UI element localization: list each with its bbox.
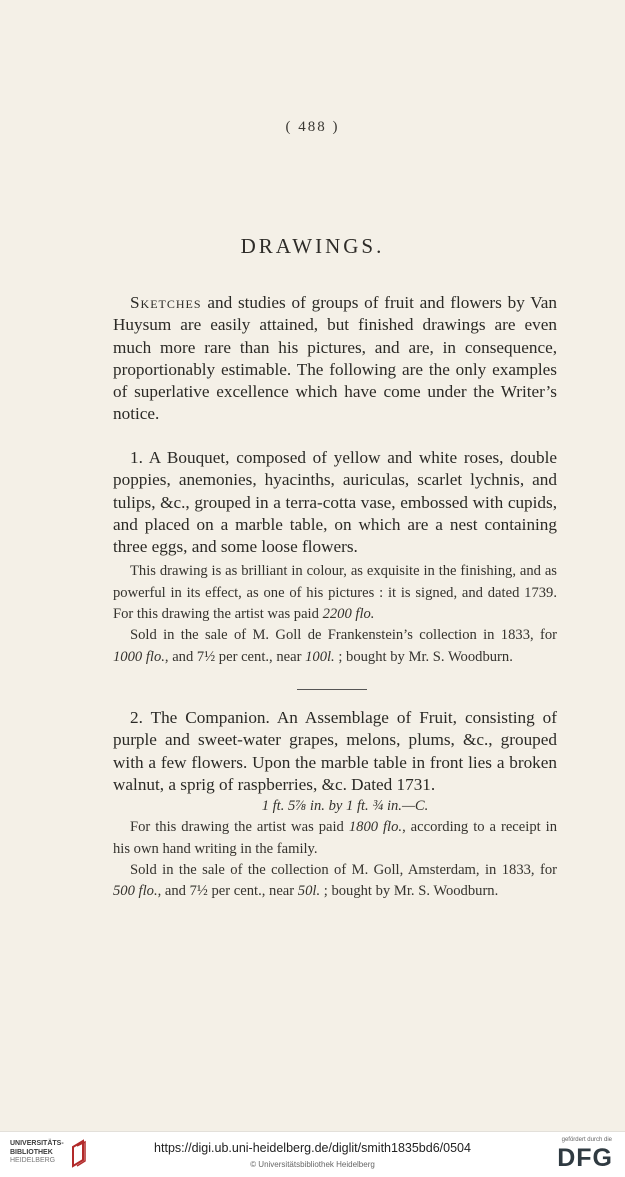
intro-lead: Sketches <box>130 293 202 312</box>
intro-paragraph <box>113 292 557 426</box>
page-number: ( 488 ) <box>285 119 340 135</box>
entry-1-description: 1. A Bouquet, composed of yellow and white roses, double poppies, anemonies, hyacinths, auriculas, scarlet lychnis, and tulips, &c., grouped in a terra-cotta vase, embossed with cupids, and placed on a marble table, on which are a nest containing three eggs, and some loose flowers. <box>113 448 557 557</box>
entry-2-sale: Sold in the sale of the collection of M. Goll, Amsterdam, in 1833, for 500 flo., and 7½ per cent., near 50l. ; bought by Mr. S. Woodburn. <box>113 862 557 900</box>
section-divider <box>297 689 367 690</box>
entry-2-sale-pounds: 50l. <box>297 883 321 900</box>
intro-text: and studies of groups of fruit and flowers by Van Huysum are easily attained, but finished drawings are even much more rare than his pictures, and are, in consequence, proportionably estimable. The following are the only examples of superlative excellence which have come under the Writer’s notice. <box>113 293 557 424</box>
entry-2-note: For this drawing the artist was paid 1800 flo., according to a receipt in his own hand writing in the family. <box>113 819 557 857</box>
entry-1-sale-pounds: 100l. <box>305 648 335 665</box>
entry-1-note: This drawing is as brilliant in colour, as exquisite in the finishing, and as powerful in its effect, as one of his pictures : it is signed, and dated 1739. For this drawing the artist was paid 2200 flo. <box>113 563 557 623</box>
library-name: UNIVERSITÄTS- BIBLIOTHEK HEIDELBERG <box>10 1140 64 1164</box>
funding-note: gefördert durch die <box>561 1137 612 1143</box>
entry-1-sale-price: 1000 flo. <box>113 648 165 665</box>
entry-1-sale: Sold in the sale of M. Goll de Frankenstein’s collection in 1833, for 1000 flo., and 7½ per cent., near 100l. ; bought by Mr. S. Woodburn. <box>113 627 557 665</box>
entry-2-dimensions: 1 ft. 5⅞ in. by 1 ft. ¾ in.—C. <box>261 798 429 815</box>
entry-1-price: 2200 flo. <box>322 606 375 623</box>
dfg-logo: DFG <box>557 1144 613 1172</box>
entry-1 <box>113 447 557 668</box>
entry-2-description: 2. The Companion. An Assemblage of Fruit, consisting of purple and sweet-water grapes, melons, plums, &c., grouped with a few flowers. Upon the marble table in front lies a broken walnut, a sprig of raspberries, &c. Dated 1731. <box>113 708 557 794</box>
entry-2-price: 1800 flo. <box>348 819 403 836</box>
entry-2-sale-price: 500 flo. <box>113 883 158 900</box>
section-heading: DRAWINGS. <box>240 234 385 258</box>
permalink-url[interactable]: https://digi.ub.uni-heidelberg.de/diglit/smith1835bd6/0504 <box>154 1141 471 1155</box>
entry-2 <box>113 707 557 903</box>
viewer-footer <box>0 1131 625 1177</box>
copyright-notice: © Universitätsbibliothek Heidelberg <box>250 1160 375 1169</box>
